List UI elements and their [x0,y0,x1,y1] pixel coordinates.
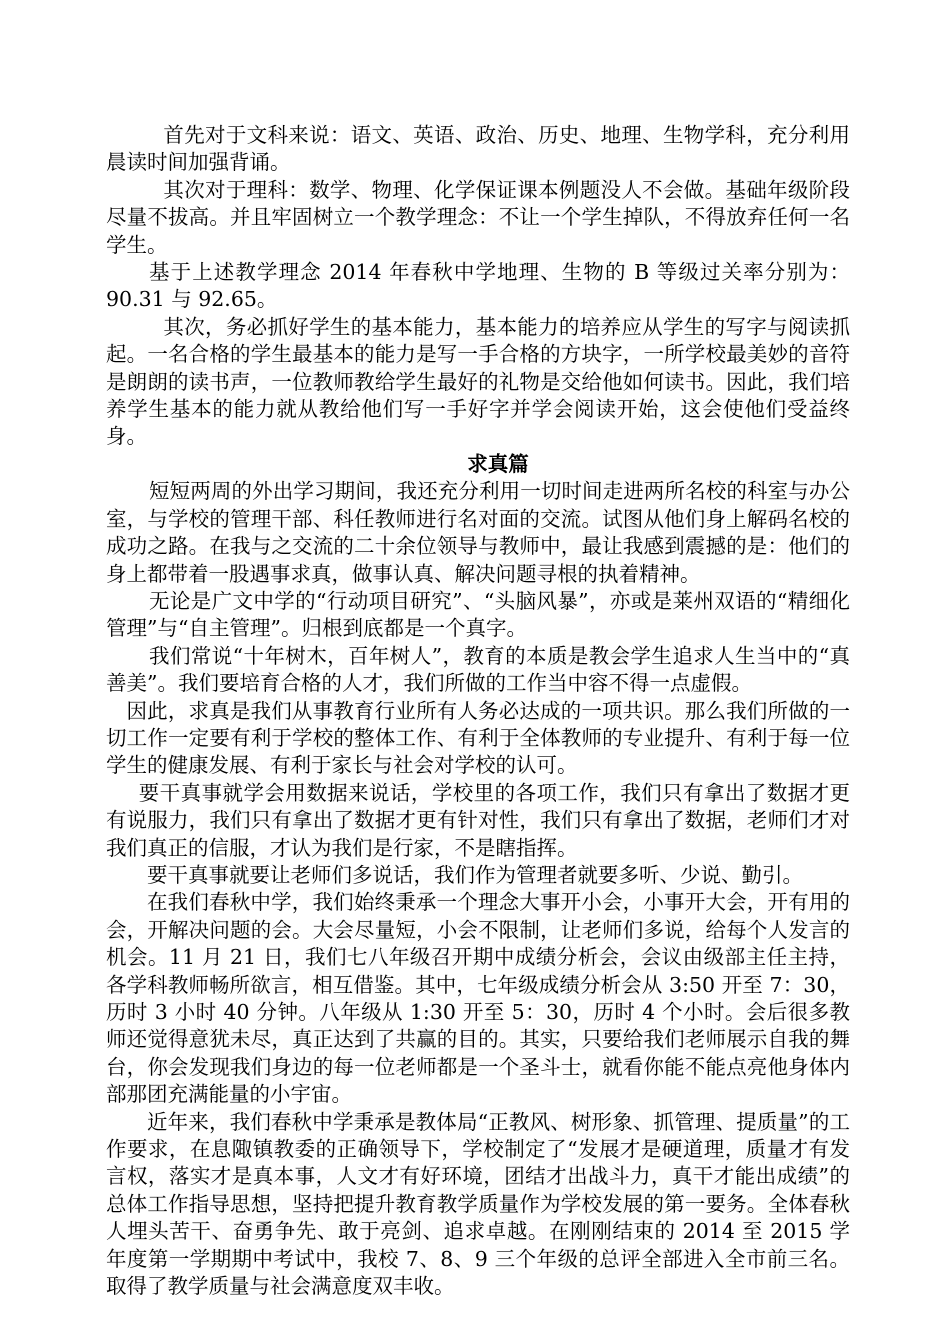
paragraph-education-essence: 我们常说“十年树木，百年树人”，教育的本质是教会学生追求人生当中的“真善美”。我们要培育合格的人才，我们所做的工作当中容不得一点虚假。 [106,643,850,696]
paragraph-pass-rate: 基于上述教学理念 2014 年春秋中学地理、生物的 B 等级过关率分别为：90.31 与 92.65。 [106,260,850,312]
paragraph-teachers-speak: 要干真事就要让老师们多说话，我们作为管理者就要多听、少说、勤引。 [147,862,803,887]
paragraph-liberal-arts: 首先对于文科来说：语文、英语、政治、历史、地理、生物学科，充分利用晨读时间加强背诵。 [106,123,850,175]
paragraph-achievements: 近年来，我们春秋中学秉承是教体局“正教风、树形象、抓管理、提质量”的工作要求，在息陬镇教委的正确领导下，学校制定了“发展才是硬道理，质量才有发言权，落实才是真本事，人文才有好环境，团结才出战斗力，真干才能出成绩”的总体工作指导思想，坚持把提升教育教学质量作为学校发展的第一要务。全体春秋人埋头苦干、奋勇争先、敢于亮剑、追求卓越。在刚刚结束的 2014 至 2015 学年度第一学期期中考试中，我校 7、8、9 三个年级的总评全部进入全市前三名。取得了教学质量与社会满意度双丰收。 [106,1109,850,1299]
paragraph-data-speaks: 要干真事就学会用数据来说话，学校里的各项工作，我们只有拿出了数据才更有说服力，我们只有拿出了数据才更有针对性，我们只有拿出了数据，老师们才对我们真正的信服，才认为我们是行家，不是瞎指挥。 [106,780,850,860]
paragraph-study-trip: 短短两周的外出学习期间，我还充分利用一切时间走进两所名校的科室与办公室，与学校的管理干部、科任教师进行名对面的交流。试图从他们身上解码名校的成功之路。在我与之交流的二十余位领导与教师中，最让我感到震撼的是：他们的身上都带着一股遇事求真，做事认真、解决问题寻根的执着精神。 [106,479,850,586]
paragraph-sciences: 其次对于理科：数学、物理、化学保证课本例题没人不会做。基础年级阶段尽量不拔高。并且牢固树立一个教学理念：不让一个学生掉队，不得放弃任何一名学生。 [106,177,850,257]
document-page [106,122,850,1300]
paragraph-truth-word: 无论是广文中学的“行动项目研究”、“头脑风暴”，亦或是莱州双语的“精细化管理”与“自主管理”。归根到底都是一个真字。 [106,588,850,641]
paragraph-basic-ability: 其次，务必抓好学生的基本能力，基本能力的培养应从学生的写字与阅读抓起。一名合格的学生最基本的能力是写一手合格的方块字，一所学校最美妙的音符是朗朗的读书声，一位教师教给学生最好的礼物是交给他如何读书。因此，我们培养学生基本的能力就从教给他们写一手好字并学会阅读开始，这会使他们受益终身。 [106,314,850,449]
paragraph-meetings: 在我们春秋中学，我们始终秉承一个理念大事开小会，小事开大会，开有用的会，开解决问题的会。大会尽量短，小会不限制，让老师们多说，给每个人发言的机会。11 月 21 日，我们七八年级召开期中成绩分析会，会议由级部主任主持，各学科教师畅所欲言，相互借鉴。其中，七年级成绩分析会从 3:50 开至 7：30，历时 3 小时 40 分钟。八年级从 1:30 开至 5：30，历时 4 个小时。会后很多教师还觉得意犹未尽，真正达到了共赢的目的。其实，只要给我们老师展示自我的舞台，你会发现我们身边的每一位老师都是一个圣斗士，就看你能不能点亮他身体内部那团充满能量的小宇宙。 [106,890,850,1107]
section-heading: 求真篇 [467,451,529,476]
paragraph-consensus: 因此，求真是我们从事教育行业所有人务必达成的一项共识。那么我们所做的一切工作一定要有利于学校的整体工作、有利于全体教师的专业提升、有利于每一位学生的健康发展、有利于家长与社会对学校的认可。 [106,698,850,778]
